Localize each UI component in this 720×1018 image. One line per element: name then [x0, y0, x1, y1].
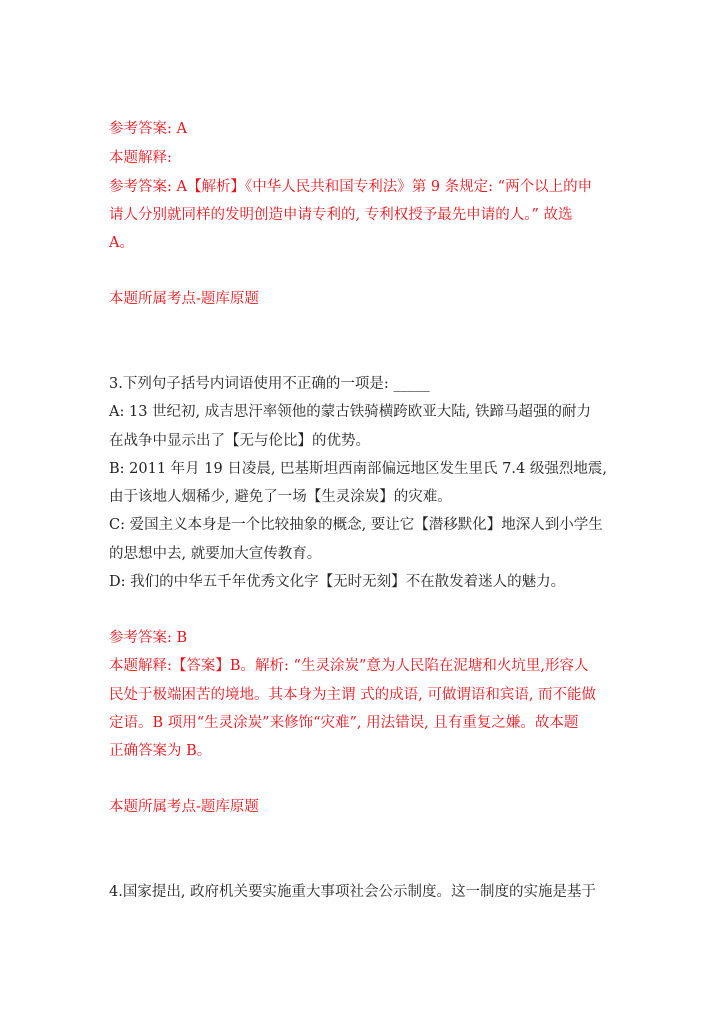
ref-answer-1: 参考答案: A: [109, 121, 187, 137]
explain-label-1: 本题解释:: [109, 150, 172, 166]
topic-tag-1: 本题所属考点-题库原题: [109, 291, 259, 307]
question-4-stem: 4.国家提出, 政府机关要实施重大事项社会公示制度。这一制度的实施是基于: [109, 884, 597, 900]
topic-tag-3: 本题所属考点-题库原题: [109, 799, 259, 815]
explain-line: 参考答案: A【解析】《中华人民共和国专利法》第 9 条规定: “两个以上的申: [109, 179, 593, 195]
option-line: D: 我们的中华五千年优秀文化字【无时无刻】不在散发着迷人的魅力。: [109, 574, 566, 590]
explain-line: 民处于极端困苦的境地。其本身为主谓 式的成语, 可做谓语和宾语, 而不能做: [109, 687, 597, 703]
explain-line: 正确答案为 B。: [109, 743, 212, 759]
explain-line: 请人分别就同样的发明创造申请专利的, 专利权授予最先申请的人。” 故选: [109, 207, 573, 223]
ref-answer-3: 参考答案: B: [109, 630, 188, 646]
explain-line: 定语。B 项用“生灵涂炭”来修饰“灾难”, 用法错误, 且有重复之嫌。故本题: [109, 715, 579, 731]
option-line: 的思想中去, 就要加大宣传教育。: [109, 546, 322, 562]
option-line: 在战争中显示出了【无与伦比】的优势。: [109, 433, 370, 449]
option-line: C: 爱国主义本身是一个比较抽象的概念, 要让它【潜移默化】地深人到小学生: [109, 517, 603, 533]
option-line: A: 13 世纪初, 成吉思汗率领他的蒙古铁骑横跨欧亚大陆, 铁蹄马超强的耐力: [109, 404, 591, 420]
explain-line: 本题解释:【答案】B。解析: “生灵涂炭”意为人民陷在泥塘和火坑里,形容人: [109, 658, 589, 674]
option-line: B: 2011 年月 19 日凌晨, 巴基斯坦西南部偏远地区发生里氏 7.4 级强烈地震,: [109, 461, 607, 477]
question-3-stem: 3.下列句子括号内词语使用不正确的一项是: _____: [109, 376, 430, 392]
option-line: 由于该地人烟稀少, 避免了一场【生灵涂炭】的灾难。: [109, 489, 452, 505]
explain-line: A。: [109, 235, 134, 251]
